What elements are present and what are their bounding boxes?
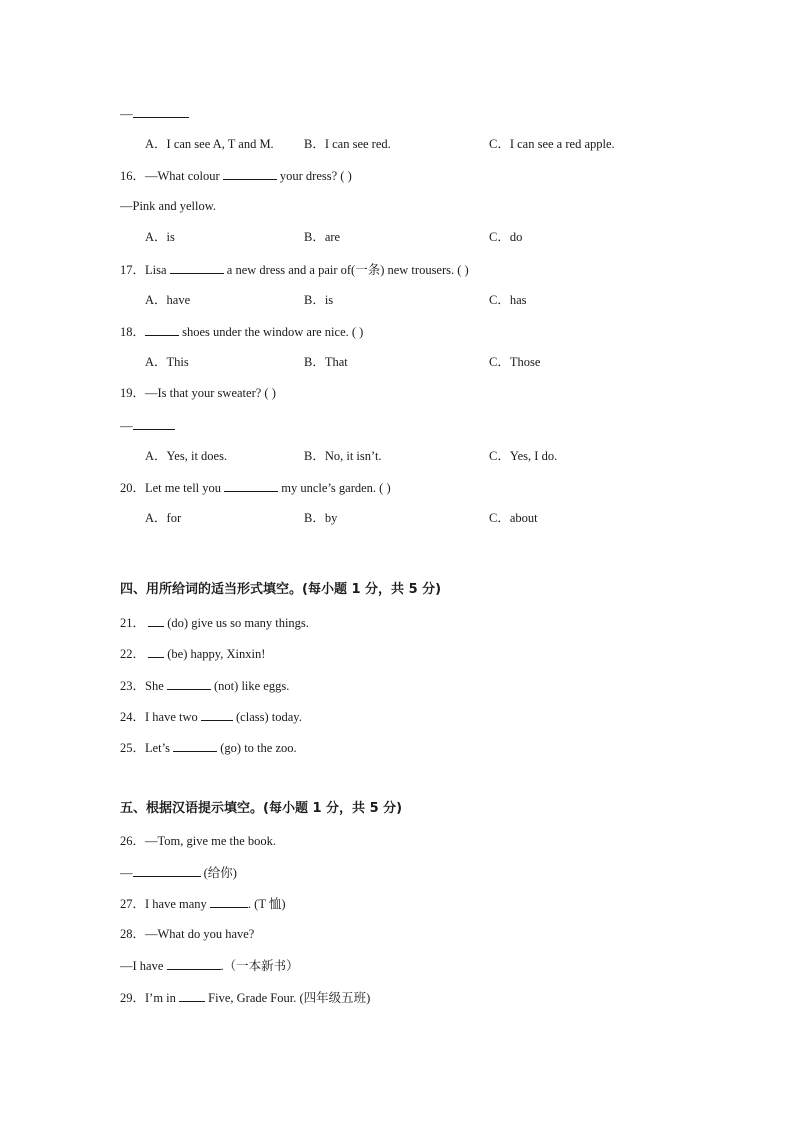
- q29-question: [120, 989, 370, 1006]
- q27-question: [120, 895, 286, 912]
- question-text: (go) to the zoo.: [220, 741, 297, 755]
- answer-dash: —: [120, 866, 133, 880]
- q17-question: [120, 261, 469, 278]
- question-text: (do) give us so many things.: [167, 616, 309, 630]
- q16-option-a: A．is: [145, 230, 175, 244]
- answer-blank: [133, 864, 201, 877]
- q19-option-a: A．Yes, it does.: [145, 449, 228, 463]
- q16-question: [120, 167, 352, 184]
- question-text: 18．: [120, 325, 146, 339]
- answer-blank: [170, 261, 224, 274]
- q17-option-b: B．is: [304, 293, 334, 307]
- answer-blank: [173, 739, 217, 752]
- question-text: 20．Let me tell you: [120, 481, 222, 495]
- q21-question: [120, 614, 309, 631]
- answer-blank: [167, 957, 221, 970]
- question-text: 24．I have two: [120, 710, 198, 724]
- q15-option-a: A．I can see A, T and M.: [145, 137, 274, 151]
- q18-option-a: A．This: [145, 355, 189, 369]
- answer-blank: [179, 989, 205, 1002]
- question-text: a new dress and a pair of(一条) new trousers. ( ): [226, 263, 469, 277]
- question-text: 16．—What colour: [120, 169, 220, 183]
- q26-question: 26．—Tom, give me the book.: [120, 834, 277, 848]
- q19-option-b: B．No, it isn’t.: [304, 449, 382, 463]
- question-text: my uncle’s garden. ( ): [281, 481, 391, 495]
- q16-option-b: B．are: [304, 230, 341, 244]
- q15-option-c: C．I can see a red apple.: [489, 137, 615, 151]
- q19-question: 19．—Is that your sweater? ( ): [120, 386, 276, 400]
- question-text: 17．Lisa: [120, 263, 167, 277]
- q26-answer-line: [120, 864, 237, 881]
- q20-option-c: C．about: [489, 511, 538, 525]
- answer-blank: [133, 105, 189, 118]
- q18-option-c: C．Those: [489, 355, 541, 369]
- answer-dash: —: [120, 107, 133, 121]
- q20-question: [120, 479, 391, 496]
- question-text: (be) happy, Xinxin!: [167, 647, 266, 661]
- q15-option-b: B．I can see red.: [304, 137, 391, 151]
- question-text: (class) today.: [236, 710, 302, 724]
- q18-question: [120, 323, 363, 340]
- question-text: 21．: [120, 616, 146, 630]
- q25-question: [120, 739, 297, 756]
- answer-blank: [167, 677, 211, 690]
- q16-option-c: C．do: [489, 230, 523, 244]
- q24-question: [120, 708, 302, 725]
- answer-blank: [223, 167, 277, 180]
- answer-blank: [148, 614, 164, 627]
- question-text: Five, Grade Four. (四年级五班): [208, 991, 371, 1005]
- answer-blank: [210, 895, 248, 908]
- answer-blank: [224, 479, 278, 492]
- answer-blank: [133, 417, 175, 430]
- question-text: —I have: [120, 959, 164, 973]
- question-text: (not) like eggs.: [214, 679, 290, 693]
- question-text: . (T 恤): [247, 897, 286, 911]
- question-text: 22．: [120, 647, 146, 661]
- q19-option-c: C．Yes, I do.: [489, 449, 558, 463]
- answer-blank: [148, 645, 164, 658]
- q17-option-a: A．have: [145, 293, 191, 307]
- answer-dash: —: [120, 419, 133, 433]
- question-text: your dress? ( ): [279, 169, 352, 183]
- q15-answer-line: [120, 105, 189, 122]
- q22-question: [120, 645, 265, 662]
- question-text: 27．I have many: [120, 897, 207, 911]
- q28-answer-line: [120, 957, 299, 974]
- question-text: 23．She: [120, 679, 164, 693]
- q20-option-b: B．by: [304, 511, 338, 525]
- q20-option-a: A．for: [145, 511, 182, 525]
- q18-option-b: B．That: [304, 355, 348, 369]
- q23-question: [120, 677, 289, 694]
- question-text: shoes under the window are nice. ( ): [182, 325, 364, 339]
- q17-option-c: C．has: [489, 293, 527, 307]
- section-4-title: 四、用所给词的适当形式填空。(每小题 1 分，共 5 分): [120, 582, 442, 597]
- q19-answer-line: [120, 417, 175, 434]
- question-text: 29．I’m in: [120, 991, 176, 1005]
- section-5-title: 五、根据汉语提示填空。(每小题 1 分，共 5 分): [120, 801, 403, 816]
- q16-answer: —Pink and yellow.: [120, 199, 217, 213]
- question-text: .（一本新书）: [220, 959, 299, 973]
- hint-text: (给你): [203, 866, 237, 880]
- question-text: 25．Let’s: [120, 741, 170, 755]
- answer-blank: [201, 708, 233, 721]
- answer-blank: [145, 323, 179, 336]
- q28-question: 28．—What do you have?: [120, 927, 255, 941]
